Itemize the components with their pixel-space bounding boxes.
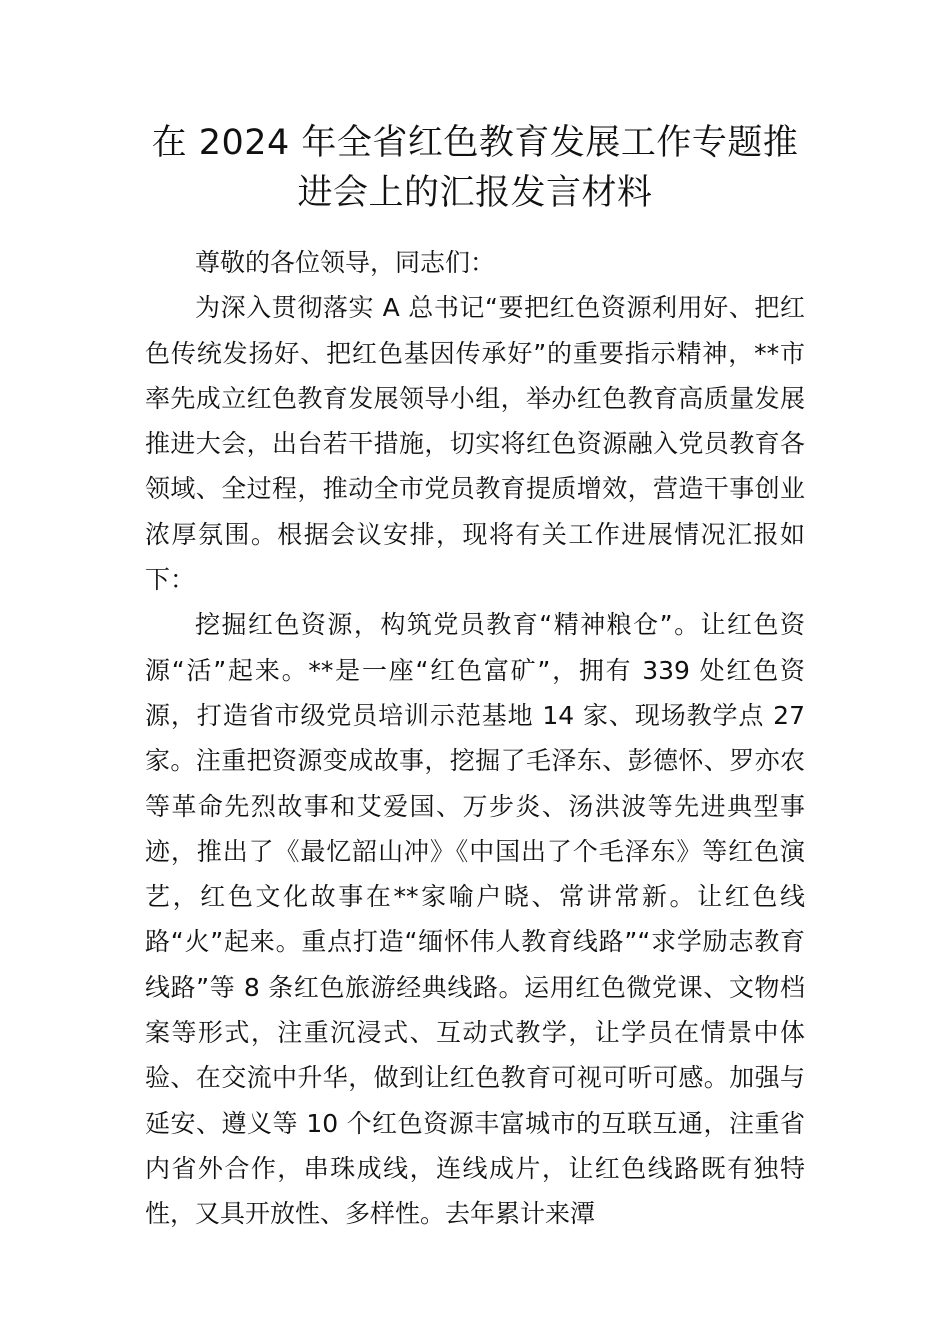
document-body — [145, 240, 805, 1237]
paragraph-red-resources: 挖掘红色资源，构筑党员教育“精神粮仓”。让红色资源“活”起来。**是一座“红色富矿”，拥有 339 处红色资源，打造省市级党员培训示范基地 14 家、现场教学点 27 家。注重把资源变成故事，挖掘了毛泽东、彭德怀、罗亦农等革命先烈故事和艾爱国、万步炎、汤洪波等先进典型事迹，推出了《最忆韶山冲》《中国出了个毛泽东》等红色演艺，红色文化故事在**家喻户晓、常讲常新。让红色线路“火”起来。重点打造“缅怀伟人教育线路”“求学励志教育线路”等 8 条红色旅游经典线路。运用红色微党课、文物档案等形式，注重沉浸式、互动式教学，让学员在情景中体验、在交流中升华，做到让红色教育可视可听可感。加强与延安、遵义等 10 个红色资源丰富城市的互联互通，注重省内省外合作，串珠成线，连线成片，让红色线路既有独特性，又具开放性、多样性。去年累计来潭 — [145, 610, 805, 1229]
document-title: 在 2024 年全省红色教育发展工作专题推进会上的汇报发言材料 — [151, 123, 799, 213]
paragraph-intro: 为深入贯彻落实 A 总书记“要把红色资源利用好、把红色传统发扬好、把红色基因传承好”的重要指示精神，**市率先成立红色教育发展领导小组，举办红色教育高质量发展推进大会，出台若干措施，切实将红色资源融入党员教育各领域、全过程，推动全市党员教育提质增效，营造干事创业浓厚氛围。根据会议安排，现将有关工作进展情况汇报如下： — [145, 293, 805, 595]
salutation: 尊敬的各位领导，同志们： — [195, 248, 496, 277]
